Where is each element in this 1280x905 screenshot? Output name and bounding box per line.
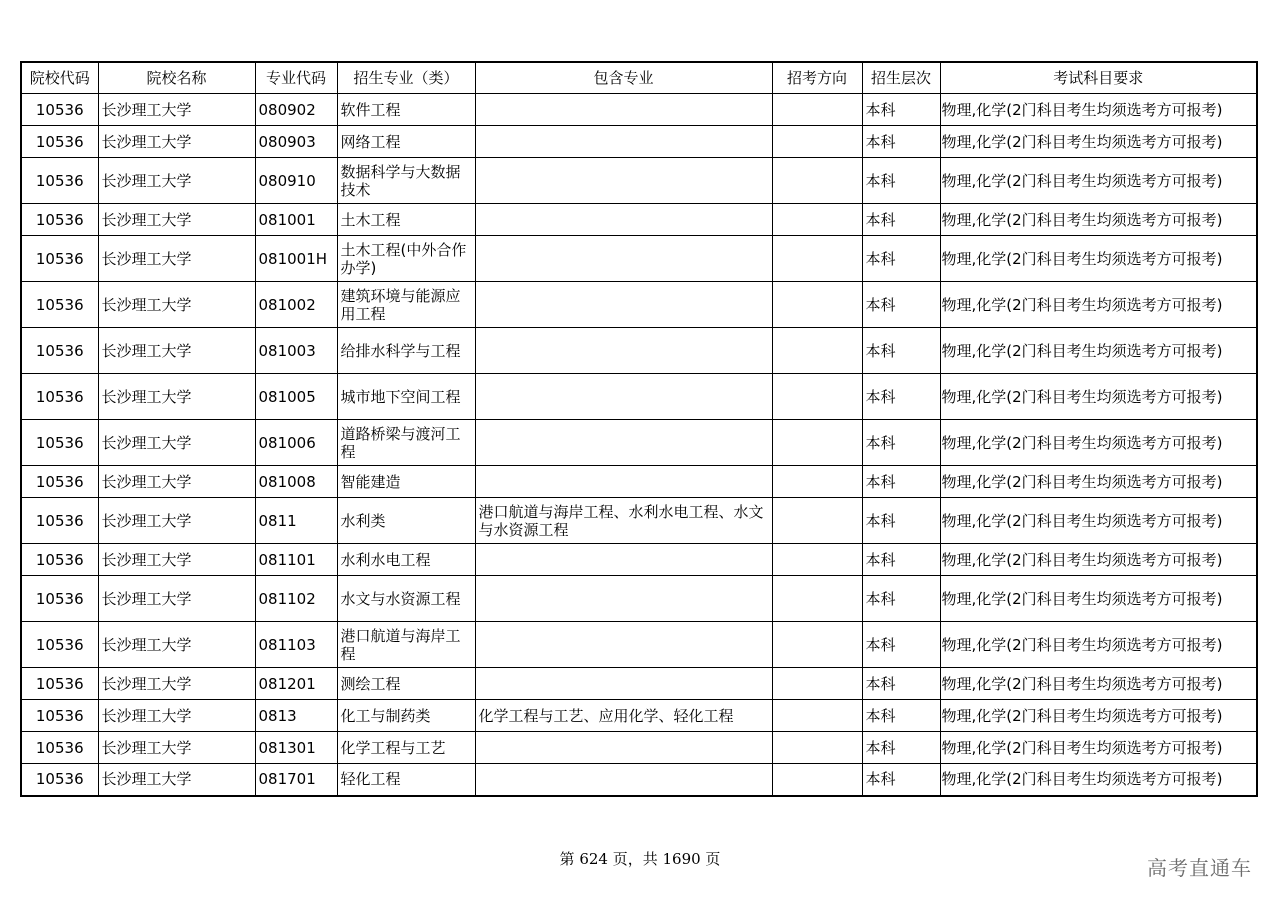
subject-requirement-cell: 物理,化学(2门科目考生均须选考方可报考) (940, 576, 1257, 622)
header-major: 招生专业（类） (337, 62, 475, 94)
major-code-cell: 081301 (255, 732, 337, 764)
included-majors-cell: 化学工程与工艺、应用化学、轻化工程 (475, 700, 772, 732)
major-cell: 软件工程 (337, 94, 475, 126)
school-code-cell: 10536 (21, 420, 98, 466)
school-name-cell: 长沙理工大学 (98, 498, 255, 544)
school-code-cell: 10536 (21, 764, 98, 796)
direction-cell (772, 622, 862, 668)
direction-cell (772, 158, 862, 204)
admissions-table (20, 61, 1258, 797)
school-code-cell: 10536 (21, 328, 98, 374)
subject-requirement-cell: 物理,化学(2门科目考生均须选考方可报考) (940, 668, 1257, 700)
included-majors-cell (475, 764, 772, 796)
direction-cell (772, 282, 862, 328)
subject-requirement-cell: 物理,化学(2门科目考生均须选考方可报考) (940, 158, 1257, 204)
included-majors-cell (475, 236, 772, 282)
table-row (21, 498, 1257, 544)
subject-requirement-cell: 物理,化学(2门科目考生均须选考方可报考) (940, 236, 1257, 282)
subject-requirement-cell: 物理,化学(2门科目考生均须选考方可报考) (940, 466, 1257, 498)
school-code-cell: 10536 (21, 374, 98, 420)
table-row (21, 700, 1257, 732)
major-cell: 城市地下空间工程 (337, 374, 475, 420)
school-name-cell: 长沙理工大学 (98, 94, 255, 126)
header-included-majors: 包含专业 (475, 62, 772, 94)
subject-requirement-cell: 物理,化学(2门科目考生均须选考方可报考) (940, 420, 1257, 466)
subject-requirement-cell: 物理,化学(2门科目考生均须选考方可报考) (940, 282, 1257, 328)
level-cell: 本科 (862, 282, 940, 328)
school-name-cell: 长沙理工大学 (98, 420, 255, 466)
level-cell: 本科 (862, 126, 940, 158)
included-majors-cell (475, 466, 772, 498)
school-name-cell: 长沙理工大学 (98, 466, 255, 498)
school-name-cell: 长沙理工大学 (98, 328, 255, 374)
level-cell: 本科 (862, 94, 940, 126)
included-majors-cell (475, 204, 772, 236)
major-cell: 建筑环境与能源应用工程 (337, 282, 475, 328)
major-code-cell: 081003 (255, 328, 337, 374)
direction-cell (772, 466, 862, 498)
level-cell: 本科 (862, 374, 940, 420)
major-code-cell: 0811 (255, 498, 337, 544)
header-major-code: 专业代码 (255, 62, 337, 94)
table-row (21, 732, 1257, 764)
subject-requirement-cell: 物理,化学(2门科目考生均须选考方可报考) (940, 498, 1257, 544)
major-code-cell: 081006 (255, 420, 337, 466)
direction-cell (772, 94, 862, 126)
school-code-cell: 10536 (21, 622, 98, 668)
level-cell: 本科 (862, 732, 940, 764)
page-number: 第 624 页，共 1690 页 (559, 850, 721, 868)
table-row (21, 622, 1257, 668)
major-code-cell: 080903 (255, 126, 337, 158)
subject-requirement-cell: 物理,化学(2门科目考生均须选考方可报考) (940, 622, 1257, 668)
school-name-cell: 长沙理工大学 (98, 126, 255, 158)
table-row (21, 126, 1257, 158)
direction-cell (772, 374, 862, 420)
major-code-cell: 080910 (255, 158, 337, 204)
included-majors-cell (475, 576, 772, 622)
school-name-cell: 长沙理工大学 (98, 668, 255, 700)
major-cell: 土木工程(中外合作办学) (337, 236, 475, 282)
school-code-cell: 10536 (21, 576, 98, 622)
school-code-cell: 10536 (21, 544, 98, 576)
direction-cell (772, 204, 862, 236)
level-cell: 本科 (862, 466, 940, 498)
table-row (21, 236, 1257, 282)
subject-requirement-cell: 物理,化学(2门科目考生均须选考方可报考) (940, 94, 1257, 126)
major-code-cell: 080902 (255, 94, 337, 126)
school-code-cell: 10536 (21, 668, 98, 700)
direction-cell (772, 668, 862, 700)
school-code-cell: 10536 (21, 282, 98, 328)
subject-requirement-cell: 物理,化学(2门科目考生均须选考方可报考) (940, 204, 1257, 236)
table-row (21, 328, 1257, 374)
major-code-cell: 081001 (255, 204, 337, 236)
level-cell: 本科 (862, 236, 940, 282)
level-cell: 本科 (862, 158, 940, 204)
direction-cell (772, 328, 862, 374)
header-level: 招生层次 (862, 62, 940, 94)
major-code-cell: 081001H (255, 236, 337, 282)
major-code-cell: 081201 (255, 668, 337, 700)
subject-requirement-cell: 物理,化学(2门科目考生均须选考方可报考) (940, 700, 1257, 732)
table-row (21, 544, 1257, 576)
school-code-cell: 10536 (21, 204, 98, 236)
direction-cell (772, 126, 862, 158)
school-code-cell: 10536 (21, 158, 98, 204)
major-cell: 数据科学与大数据技术 (337, 158, 475, 204)
table-row (21, 668, 1257, 700)
direction-cell (772, 700, 862, 732)
major-cell: 化学工程与工艺 (337, 732, 475, 764)
school-name-cell: 长沙理工大学 (98, 622, 255, 668)
school-code-cell: 10536 (21, 126, 98, 158)
major-cell: 水文与水资源工程 (337, 576, 475, 622)
major-code-cell: 081008 (255, 466, 337, 498)
major-code-cell: 081103 (255, 622, 337, 668)
table-row (21, 158, 1257, 204)
level-cell: 本科 (862, 622, 940, 668)
major-code-cell: 0813 (255, 700, 337, 732)
table-body (21, 94, 1257, 796)
table-header-row (21, 62, 1257, 94)
table-row (21, 764, 1257, 796)
major-code-cell: 081102 (255, 576, 337, 622)
major-code-cell: 081005 (255, 374, 337, 420)
direction-cell (772, 764, 862, 796)
school-name-cell: 长沙理工大学 (98, 158, 255, 204)
included-majors-cell (475, 622, 772, 668)
level-cell: 本科 (862, 420, 940, 466)
school-code-cell: 10536 (21, 732, 98, 764)
direction-cell (772, 498, 862, 544)
level-cell: 本科 (862, 328, 940, 374)
direction-cell (772, 236, 862, 282)
table-row (21, 282, 1257, 328)
included-majors-cell (475, 126, 772, 158)
school-name-cell: 长沙理工大学 (98, 282, 255, 328)
watermark: 高考直通车 (1147, 856, 1252, 880)
subject-requirement-cell: 物理,化学(2门科目考生均须选考方可报考) (940, 126, 1257, 158)
major-cell: 港口航道与海岸工程 (337, 622, 475, 668)
included-majors-cell (475, 158, 772, 204)
school-name-cell: 长沙理工大学 (98, 700, 255, 732)
school-code-cell: 10536 (21, 498, 98, 544)
level-cell: 本科 (862, 668, 940, 700)
table-row (21, 204, 1257, 236)
subject-requirement-cell: 物理,化学(2门科目考生均须选考方可报考) (940, 732, 1257, 764)
major-cell: 给排水科学与工程 (337, 328, 475, 374)
direction-cell (772, 544, 862, 576)
subject-requirement-cell: 物理,化学(2门科目考生均须选考方可报考) (940, 374, 1257, 420)
table-row (21, 94, 1257, 126)
included-majors-cell (475, 732, 772, 764)
major-code-cell: 081101 (255, 544, 337, 576)
level-cell: 本科 (862, 764, 940, 796)
included-majors-cell (475, 544, 772, 576)
table-row (21, 466, 1257, 498)
included-majors-cell (475, 282, 772, 328)
major-code-cell: 081002 (255, 282, 337, 328)
subject-requirement-cell: 物理,化学(2门科目考生均须选考方可报考) (940, 764, 1257, 796)
included-majors-cell (475, 668, 772, 700)
direction-cell (772, 420, 862, 466)
school-name-cell: 长沙理工大学 (98, 576, 255, 622)
level-cell: 本科 (862, 498, 940, 544)
school-code-cell: 10536 (21, 236, 98, 282)
level-cell: 本科 (862, 576, 940, 622)
header-school-name: 院校名称 (98, 62, 255, 94)
included-majors-cell (475, 420, 772, 466)
major-cell: 网络工程 (337, 126, 475, 158)
school-name-cell: 长沙理工大学 (98, 732, 255, 764)
school-name-cell: 长沙理工大学 (98, 204, 255, 236)
table-row (21, 374, 1257, 420)
table-row (21, 576, 1257, 622)
included-majors-cell (475, 328, 772, 374)
included-majors-cell (475, 94, 772, 126)
major-cell: 测绘工程 (337, 668, 475, 700)
header-subject-requirement: 考试科目要求 (940, 62, 1257, 94)
level-cell: 本科 (862, 544, 940, 576)
school-code-cell: 10536 (21, 466, 98, 498)
subject-requirement-cell: 物理,化学(2门科目考生均须选考方可报考) (940, 328, 1257, 374)
table-row (21, 420, 1257, 466)
school-name-cell: 长沙理工大学 (98, 544, 255, 576)
level-cell: 本科 (862, 700, 940, 732)
header-direction: 招考方向 (772, 62, 862, 94)
direction-cell (772, 732, 862, 764)
included-majors-cell (475, 374, 772, 420)
subject-requirement-cell: 物理,化学(2门科目考生均须选考方可报考) (940, 544, 1257, 576)
included-majors-cell: 港口航道与海岸工程、水利水电工程、水文与水资源工程 (475, 498, 772, 544)
major-cell: 水利类 (337, 498, 475, 544)
school-code-cell: 10536 (21, 700, 98, 732)
school-code-cell: 10536 (21, 94, 98, 126)
school-name-cell: 长沙理工大学 (98, 374, 255, 420)
major-cell: 化工与制药类 (337, 700, 475, 732)
major-cell: 道路桥梁与渡河工程 (337, 420, 475, 466)
header-school-code: 院校代码 (21, 62, 98, 94)
level-cell: 本科 (862, 204, 940, 236)
school-name-cell: 长沙理工大学 (98, 764, 255, 796)
major-cell: 智能建造 (337, 466, 475, 498)
direction-cell (772, 576, 862, 622)
school-name-cell: 长沙理工大学 (98, 236, 255, 282)
major-code-cell: 081701 (255, 764, 337, 796)
major-cell: 土木工程 (337, 204, 475, 236)
major-cell: 水利水电工程 (337, 544, 475, 576)
major-cell: 轻化工程 (337, 764, 475, 796)
